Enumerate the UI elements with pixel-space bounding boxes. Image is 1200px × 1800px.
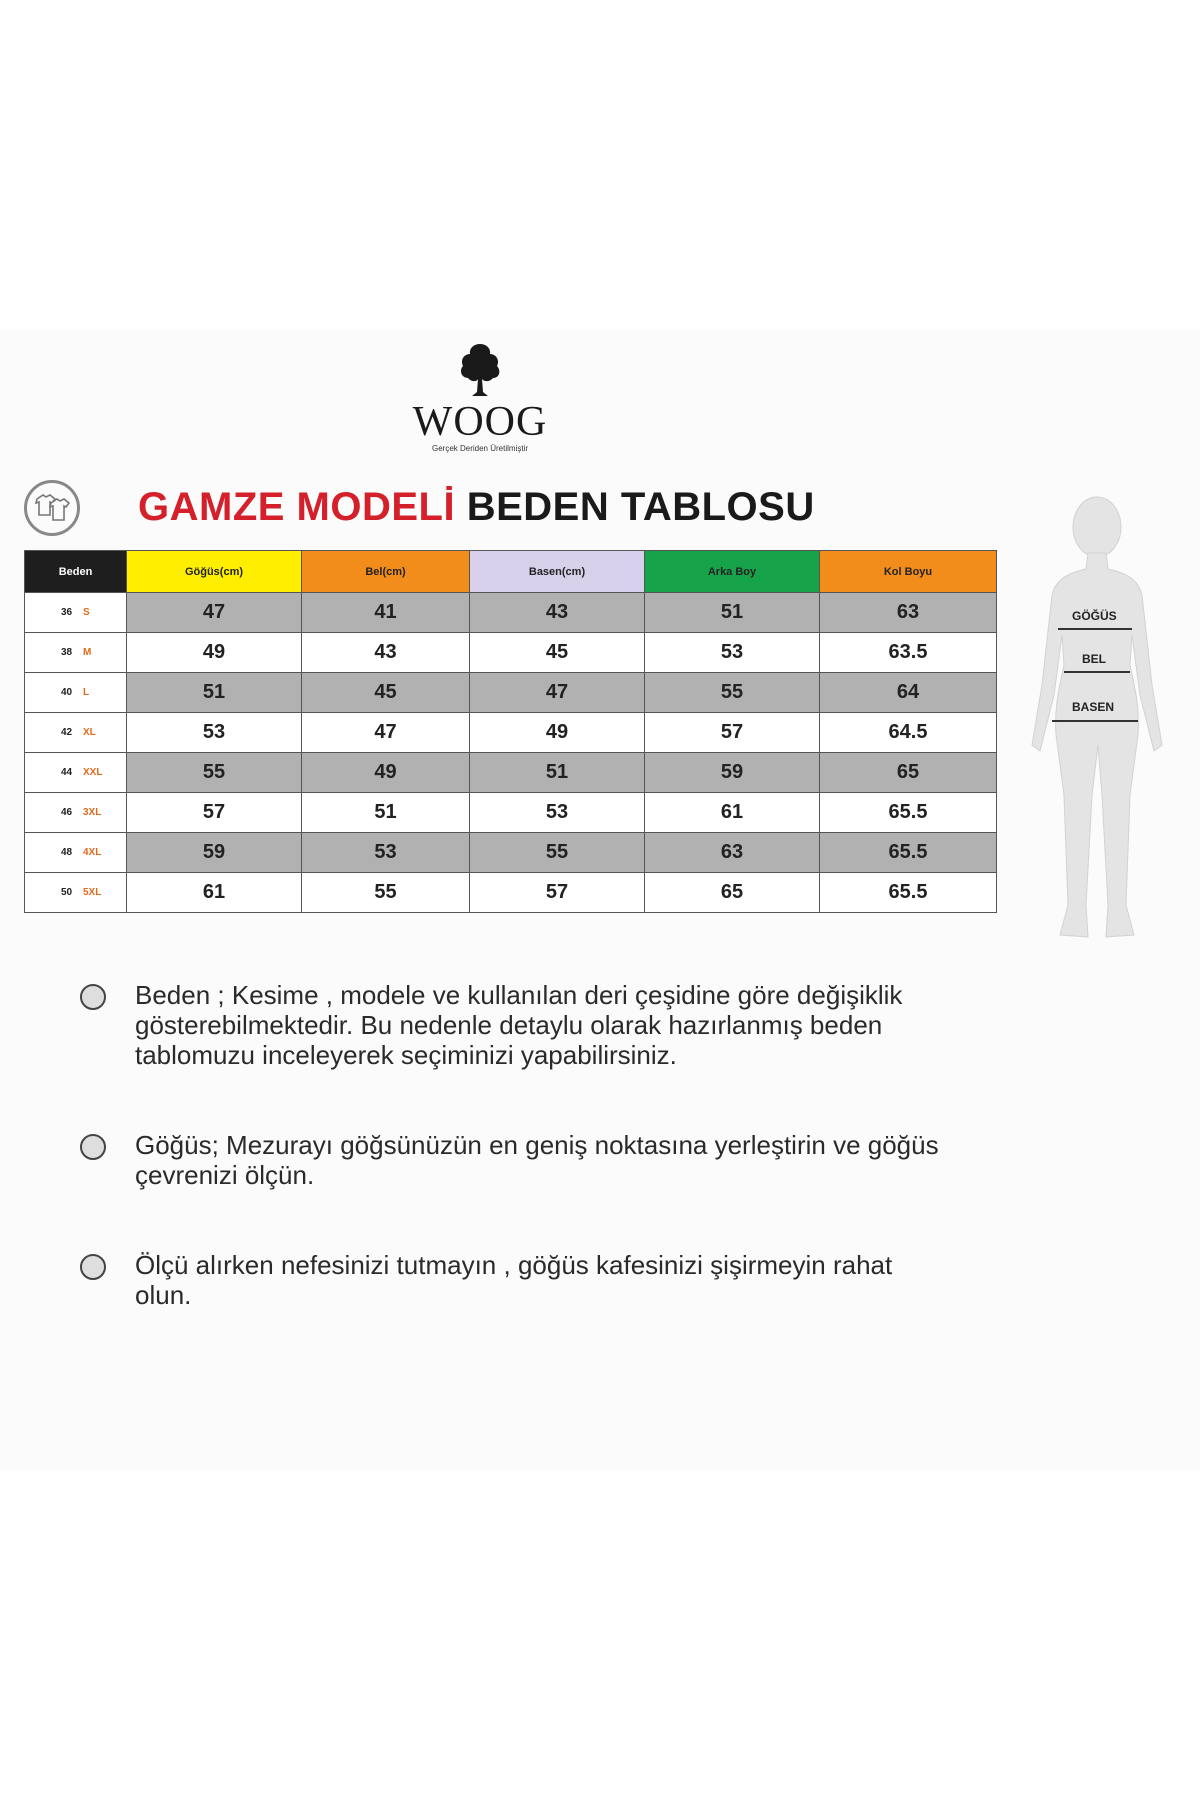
hip-line [1052,720,1138,722]
hip-value: 57 [470,873,645,913]
sleeve-length-value: 64 [820,673,997,713]
back-length-value: 59 [645,753,820,793]
chest-value: 47 [127,593,302,633]
bullet-circle-icon [80,1254,106,1280]
hip-value: 47 [470,673,645,713]
chest-line [1058,628,1132,630]
brand-tagline: Gerçek Deriden Üretilmiştir [431,444,529,453]
sleeve-length-value: 64.5 [820,713,997,753]
sleeve-length-value: 63.5 [820,633,997,673]
size-cell: 36 S [25,593,127,633]
hip-label: BASEN [1072,700,1115,714]
waist-value: 43 [302,633,470,673]
table-row [25,713,997,753]
size-cell: 44 XXL [25,753,127,793]
table-row [25,873,997,913]
waist-line [1064,671,1130,673]
hip-value: 43 [470,593,645,633]
header-hip: Basen(cm) [470,551,645,593]
note-text: Göğüs; Mezurayı göğsünüzün en geniş noktasına yerleştirin ve göğüs çevrenizi ölçün. [135,1130,939,1190]
chest-value: 55 [127,753,302,793]
size-cell: 46 3XL [25,793,127,833]
back-length-value: 57 [645,713,820,753]
back-length-value: 51 [645,593,820,633]
tree-icon [455,340,505,398]
bullet-circle-icon [80,1134,106,1160]
waist-value: 47 [302,713,470,753]
title-model: GAMZE MODELİ [138,485,456,529]
table-row [25,673,997,713]
body-silhouette-icon [1022,495,1172,955]
back-length-value: 55 [645,673,820,713]
table-header-row [25,551,997,593]
header-size: Beden [25,551,127,593]
sleeve-length-value: 65.5 [820,833,997,873]
hip-value: 53 [470,793,645,833]
size-cell: 38 M [25,633,127,673]
size-table [24,550,997,913]
header-waist: Bel(cm) [302,551,470,593]
hip-value: 51 [470,753,645,793]
brand-name: WOOG [412,399,548,445]
tshirt-icon [24,480,80,536]
waist-value: 49 [302,753,470,793]
table-row [25,593,997,633]
table-row [25,753,997,793]
chest-value: 57 [127,793,302,833]
chest-value: 51 [127,673,302,713]
sleeve-length-value: 65.5 [820,873,997,913]
table-row [25,833,997,873]
brand-logo [405,340,555,453]
waist-value: 45 [302,673,470,713]
table-row [25,633,997,673]
sleeve-length-value: 63 [820,593,997,633]
hip-value: 55 [470,833,645,873]
header-sleeve-length: Kol Boyu [820,551,997,593]
back-length-value: 53 [645,633,820,673]
size-cell: 40 L [25,673,127,713]
waist-value: 41 [302,593,470,633]
back-length-value: 65 [645,873,820,913]
note-text: Ölçü alırken nefesinizi tutmayın , göğüs kafesinizi şişirmeyin rahat olun. [135,1250,893,1310]
chest-value: 59 [127,833,302,873]
sleeve-length-value: 65.5 [820,793,997,833]
bullet-circle-icon [80,984,106,1010]
chest-value: 49 [127,633,302,673]
size-cell: 50 5XL [25,873,127,913]
header-back-length: Arka Boy [645,551,820,593]
sleeve-length-value: 65 [820,753,997,793]
waist-value: 55 [302,873,470,913]
header-chest: Göğüs(cm) [127,551,302,593]
body-measurement-figure [1022,495,1172,955]
waist-value: 53 [302,833,470,873]
page-title [138,485,815,530]
chest-label: GÖĞÜS [1072,609,1117,623]
size-cell: 42 XL [25,713,127,753]
hip-value: 49 [470,713,645,753]
hip-value: 45 [470,633,645,673]
chest-value: 61 [127,873,302,913]
back-length-value: 61 [645,793,820,833]
waist-label: BEL [1082,652,1106,666]
chest-value: 53 [127,713,302,753]
back-length-value: 63 [645,833,820,873]
size-cell: 48 4XL [25,833,127,873]
waist-value: 51 [302,793,470,833]
table-row [25,793,997,833]
title-table: BEDEN TABLOSU [466,485,815,529]
note-text: Beden ; Kesime , modele ve kullanılan deri çeşidine göre değişiklik gösterebilmektedir. Bu nedenle detaylu olarak hazırlanmış beden tablomuzu inceleyerek seçiminizi yapabilirsiniz. [135,980,903,1070]
